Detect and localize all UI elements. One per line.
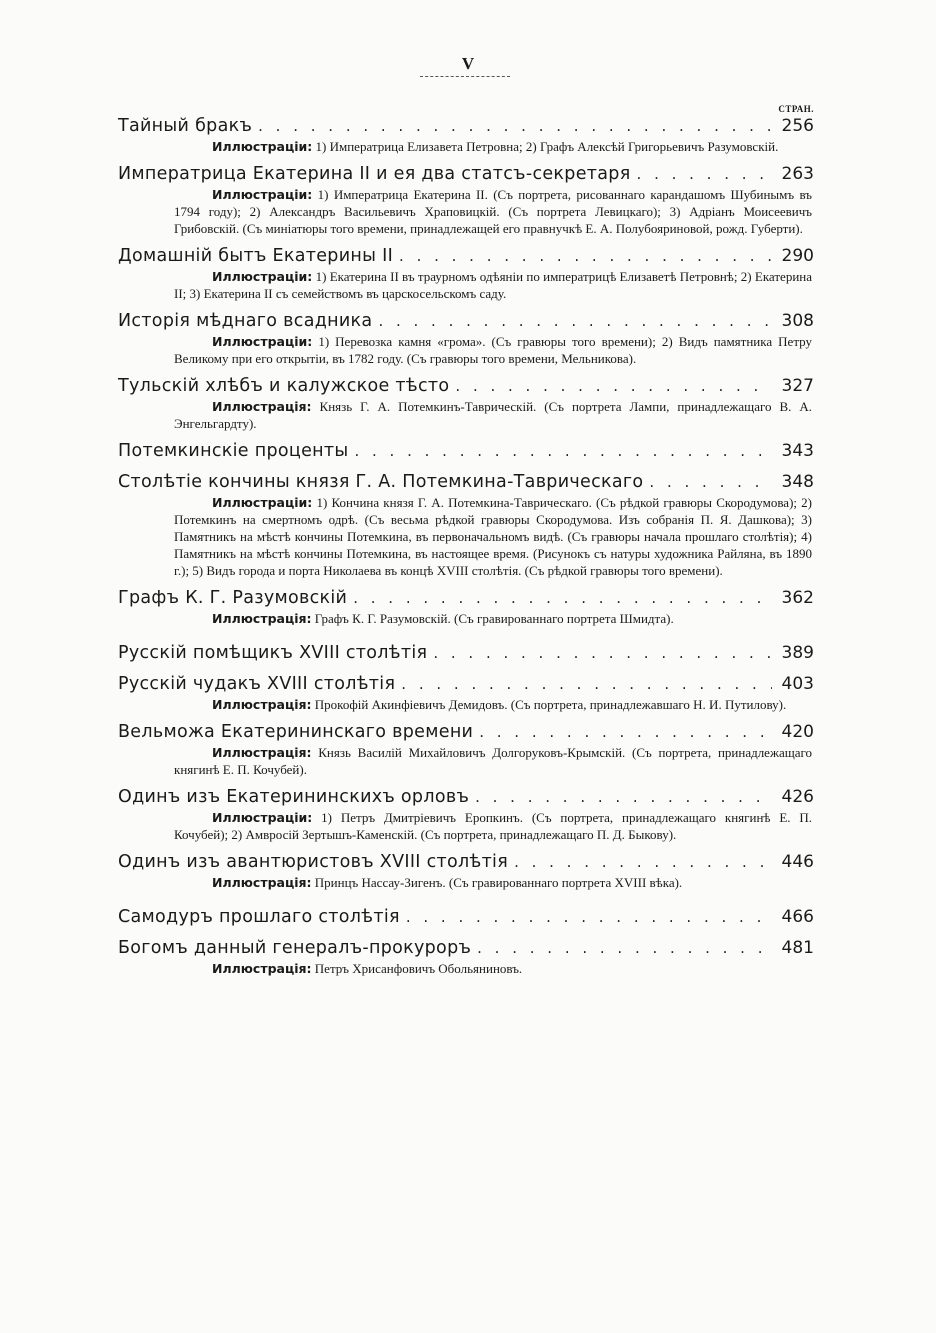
entry-title: Исторія мѣднаго всадника <box>118 311 373 331</box>
entry-page: 256 <box>781 116 814 136</box>
entry-title: Богомъ данный генералъ-прокуроръ <box>118 938 472 958</box>
entry-illustrations <box>118 696 814 713</box>
entry-title: Потемкинскіе проценты <box>118 441 349 461</box>
entry-illustrations <box>118 138 814 155</box>
illustrations-text: Князь Василій Михайловичъ Долгоруковъ-Крымскій. (Съ портрета, принадлежащаго княгинѣ Е. П. Кочубей). <box>174 745 812 777</box>
illustrations-label: Иллюстраціи: <box>212 810 313 825</box>
leader-dots <box>354 439 772 463</box>
entry-page: 362 <box>781 588 814 608</box>
toc-entry <box>118 641 814 665</box>
entry-page: 403 <box>781 674 814 694</box>
illustrations-label: Иллюстрація: <box>212 745 312 760</box>
entry-page: 290 <box>781 246 814 266</box>
toc-entry <box>118 374 814 432</box>
toc-entry <box>118 586 814 627</box>
entry-title: Тульскій хлѣбъ и калужское тѣсто <box>118 376 450 396</box>
entry-page: 327 <box>781 376 814 396</box>
leader-dots <box>399 244 772 268</box>
entry-page: 348 <box>781 472 814 492</box>
entry-illustrations <box>118 874 814 891</box>
page-number: V <box>461 54 475 73</box>
entry-illustrations <box>118 494 814 579</box>
entry-title: Самодуръ прошлаго столѣтія <box>118 907 400 927</box>
entry-title: Графъ К. Г. Разумовскій <box>118 588 348 608</box>
toc-entry <box>118 672 814 713</box>
illustrations-label: Иллюстраціи: <box>212 139 313 154</box>
table-of-contents <box>118 114 814 984</box>
illustrations-label: Иллюстрація: <box>212 697 312 712</box>
leader-dots <box>378 309 772 333</box>
illustrations-text: 1) Императрица Екатерина II. (Съ портрета, рисованнаго карандашомъ Шубинымъ въ 1794 году); 2) Александръ Васильевичъ Храповицкій. (Съ портрета Левицкаго); 3) Адріанъ Моисеевичъ Грибовскій. (Съ миніатюры того времени, принадлежащей его правнучкѣ Е. А. Полубояриновой, рожд. Губерти). <box>174 187 813 236</box>
entry-title: Русскій чудакъ XVIII столѣтія <box>118 674 396 694</box>
leader-dots <box>637 162 772 186</box>
header-rule <box>420 76 510 77</box>
illustrations-text: Графъ К. Г. Разумовскій. (Съ гравированнаго портрета Шмидта). <box>314 611 674 626</box>
entry-page: 389 <box>781 643 814 663</box>
entry-page: 446 <box>781 852 814 872</box>
illustrations-label: Иллюстраціи: <box>212 269 313 284</box>
entry-illustrations <box>118 398 814 432</box>
leader-dots <box>514 850 772 874</box>
illustrations-label: Иллюстрація: <box>212 961 312 976</box>
entry-title: Столѣтіе кончины князя Г. А. Потемкина-Таврическаго <box>118 472 644 492</box>
entry-illustrations <box>118 186 814 237</box>
toc-entry <box>118 114 814 155</box>
leader-dots <box>649 470 772 494</box>
entry-title: Домашній бытъ Екатерины II <box>118 246 394 266</box>
entry-illustrations <box>118 610 814 627</box>
entry-page: 481 <box>781 938 814 958</box>
toc-entry <box>118 162 814 237</box>
entry-title: Русскій помѣщикъ XVIII столѣтія <box>118 643 428 663</box>
toc-entry <box>118 850 814 891</box>
entry-title: Тайный бракъ <box>118 116 253 136</box>
toc-entry <box>118 309 814 367</box>
leader-dots <box>479 720 772 744</box>
toc-entry <box>118 936 814 977</box>
illustrations-text: 1) Петръ Дмитріевичъ Еропкинъ. (Съ портрета, принадлежащаго княгинѣ Е. П. Кочубей); 2) Амвросій Зертышъ-Каменскій. (Съ портрета, принадлежащаго П. Д. Быкову). <box>174 810 812 842</box>
illustrations-label: Иллюстраціи: <box>212 187 313 202</box>
entry-page: 308 <box>781 311 814 331</box>
toc-entry <box>118 720 814 778</box>
toc-entry <box>118 470 814 579</box>
entry-title: Императрица Екатерина II и ея два статсъ-секретаря <box>118 164 631 184</box>
illustrations-label: Иллюстрація: <box>212 875 312 890</box>
entry-page: 343 <box>781 441 814 461</box>
toc-entry <box>118 439 814 463</box>
leader-dots <box>353 586 772 610</box>
entry-illustrations <box>118 960 814 977</box>
entry-illustrations <box>118 333 814 367</box>
illustrations-label: Иллюстраціи: <box>212 495 313 510</box>
entry-page: 420 <box>781 722 814 742</box>
toc-entry <box>118 244 814 302</box>
illustrations-label: Иллюстрація: <box>212 611 312 626</box>
illustrations-text: Прокофій Акинфіевичъ Демидовъ. (Съ портрета, принадлежавшаго Н. И. Путилову). <box>314 697 787 712</box>
toc-entry <box>118 785 814 843</box>
page-column-header: СТРАН. <box>778 104 814 114</box>
entry-page: 426 <box>781 787 814 807</box>
entry-page: 466 <box>781 907 814 927</box>
entry-illustrations <box>118 809 814 843</box>
toc-entry <box>118 905 814 929</box>
entry-title: Одинъ изъ авантюристовъ XVIII столѣтія <box>118 852 509 872</box>
entry-illustrations <box>118 744 814 778</box>
illustrations-label: Иллюстрація: <box>212 399 312 414</box>
leader-dots <box>477 936 772 960</box>
illustrations-text: 1) Кончина князя Г. А. Потемкина-Таврическаго. (Съ рѣдкой гравюры Скородумова); 2) Потемкинъ на смертномъ одрѣ. (Съ весьма рѣдкой гравюры Скородумова. Изъ собранія П. Я. Дашкова); 3) Памятникъ на мѣстѣ кончины Потемкина, въ первоначальномъ видѣ. (Съ гравюры начала прошлаго столѣтія); 4) Памятникъ на мѣстѣ кончины Потемкина, въ настоящее время. (Рисунокъ съ натуры художника Райляна, въ 1890 г.); 5) Видъ города и порта Николаева въ концѣ XVIII столѣтія. (Съ рѣдкой гравюры того времени). <box>174 495 813 578</box>
illustrations-text: 1) Перевозка камня «грома». (Съ гравюры того времени); 2) Видъ памятника Петру Великому при его открытіи, въ 1782 году. (Съ гравюры того времени, Мельникова). <box>174 334 812 366</box>
leader-dots <box>455 374 772 398</box>
leader-dots <box>401 672 772 696</box>
leader-dots <box>406 905 772 929</box>
illustrations-text: Петръ Хрисанфовичъ Обольяниновъ. <box>314 961 523 976</box>
leader-dots <box>475 785 772 809</box>
illustrations-label: Иллюстраціи: <box>212 334 313 349</box>
entry-title: Вельможа Екатерининскаго времени <box>118 722 474 742</box>
entry-page: 263 <box>781 164 814 184</box>
illustrations-text: Принцъ Нассау-Зигенъ. (Съ гравированнаго портрета XVIII вѣка). <box>314 875 683 890</box>
illustrations-text: 1) Императрица Елизавета Петровна; 2) Графъ Алексѣй Григорьевичъ Разумовскій. <box>315 139 779 154</box>
leader-dots <box>433 641 772 665</box>
entry-title: Одинъ изъ Екатерининскихъ орловъ <box>118 787 470 807</box>
entry-illustrations <box>118 268 814 302</box>
illustrations-text: 1) Екатерина II въ траурномъ одѣяніи по императрицѣ Елизаветѣ Петровнѣ; 2) Екатерина II; 3) Екатерина II съ семействомъ въ царскосельскомъ саду. <box>174 269 813 301</box>
illustrations-text: Князь Г. А. Потемкинъ-Таврическій. (Съ портрета Лампи, принадлежащаго В. А. Энгельгардту). <box>174 399 812 431</box>
leader-dots <box>258 114 772 138</box>
